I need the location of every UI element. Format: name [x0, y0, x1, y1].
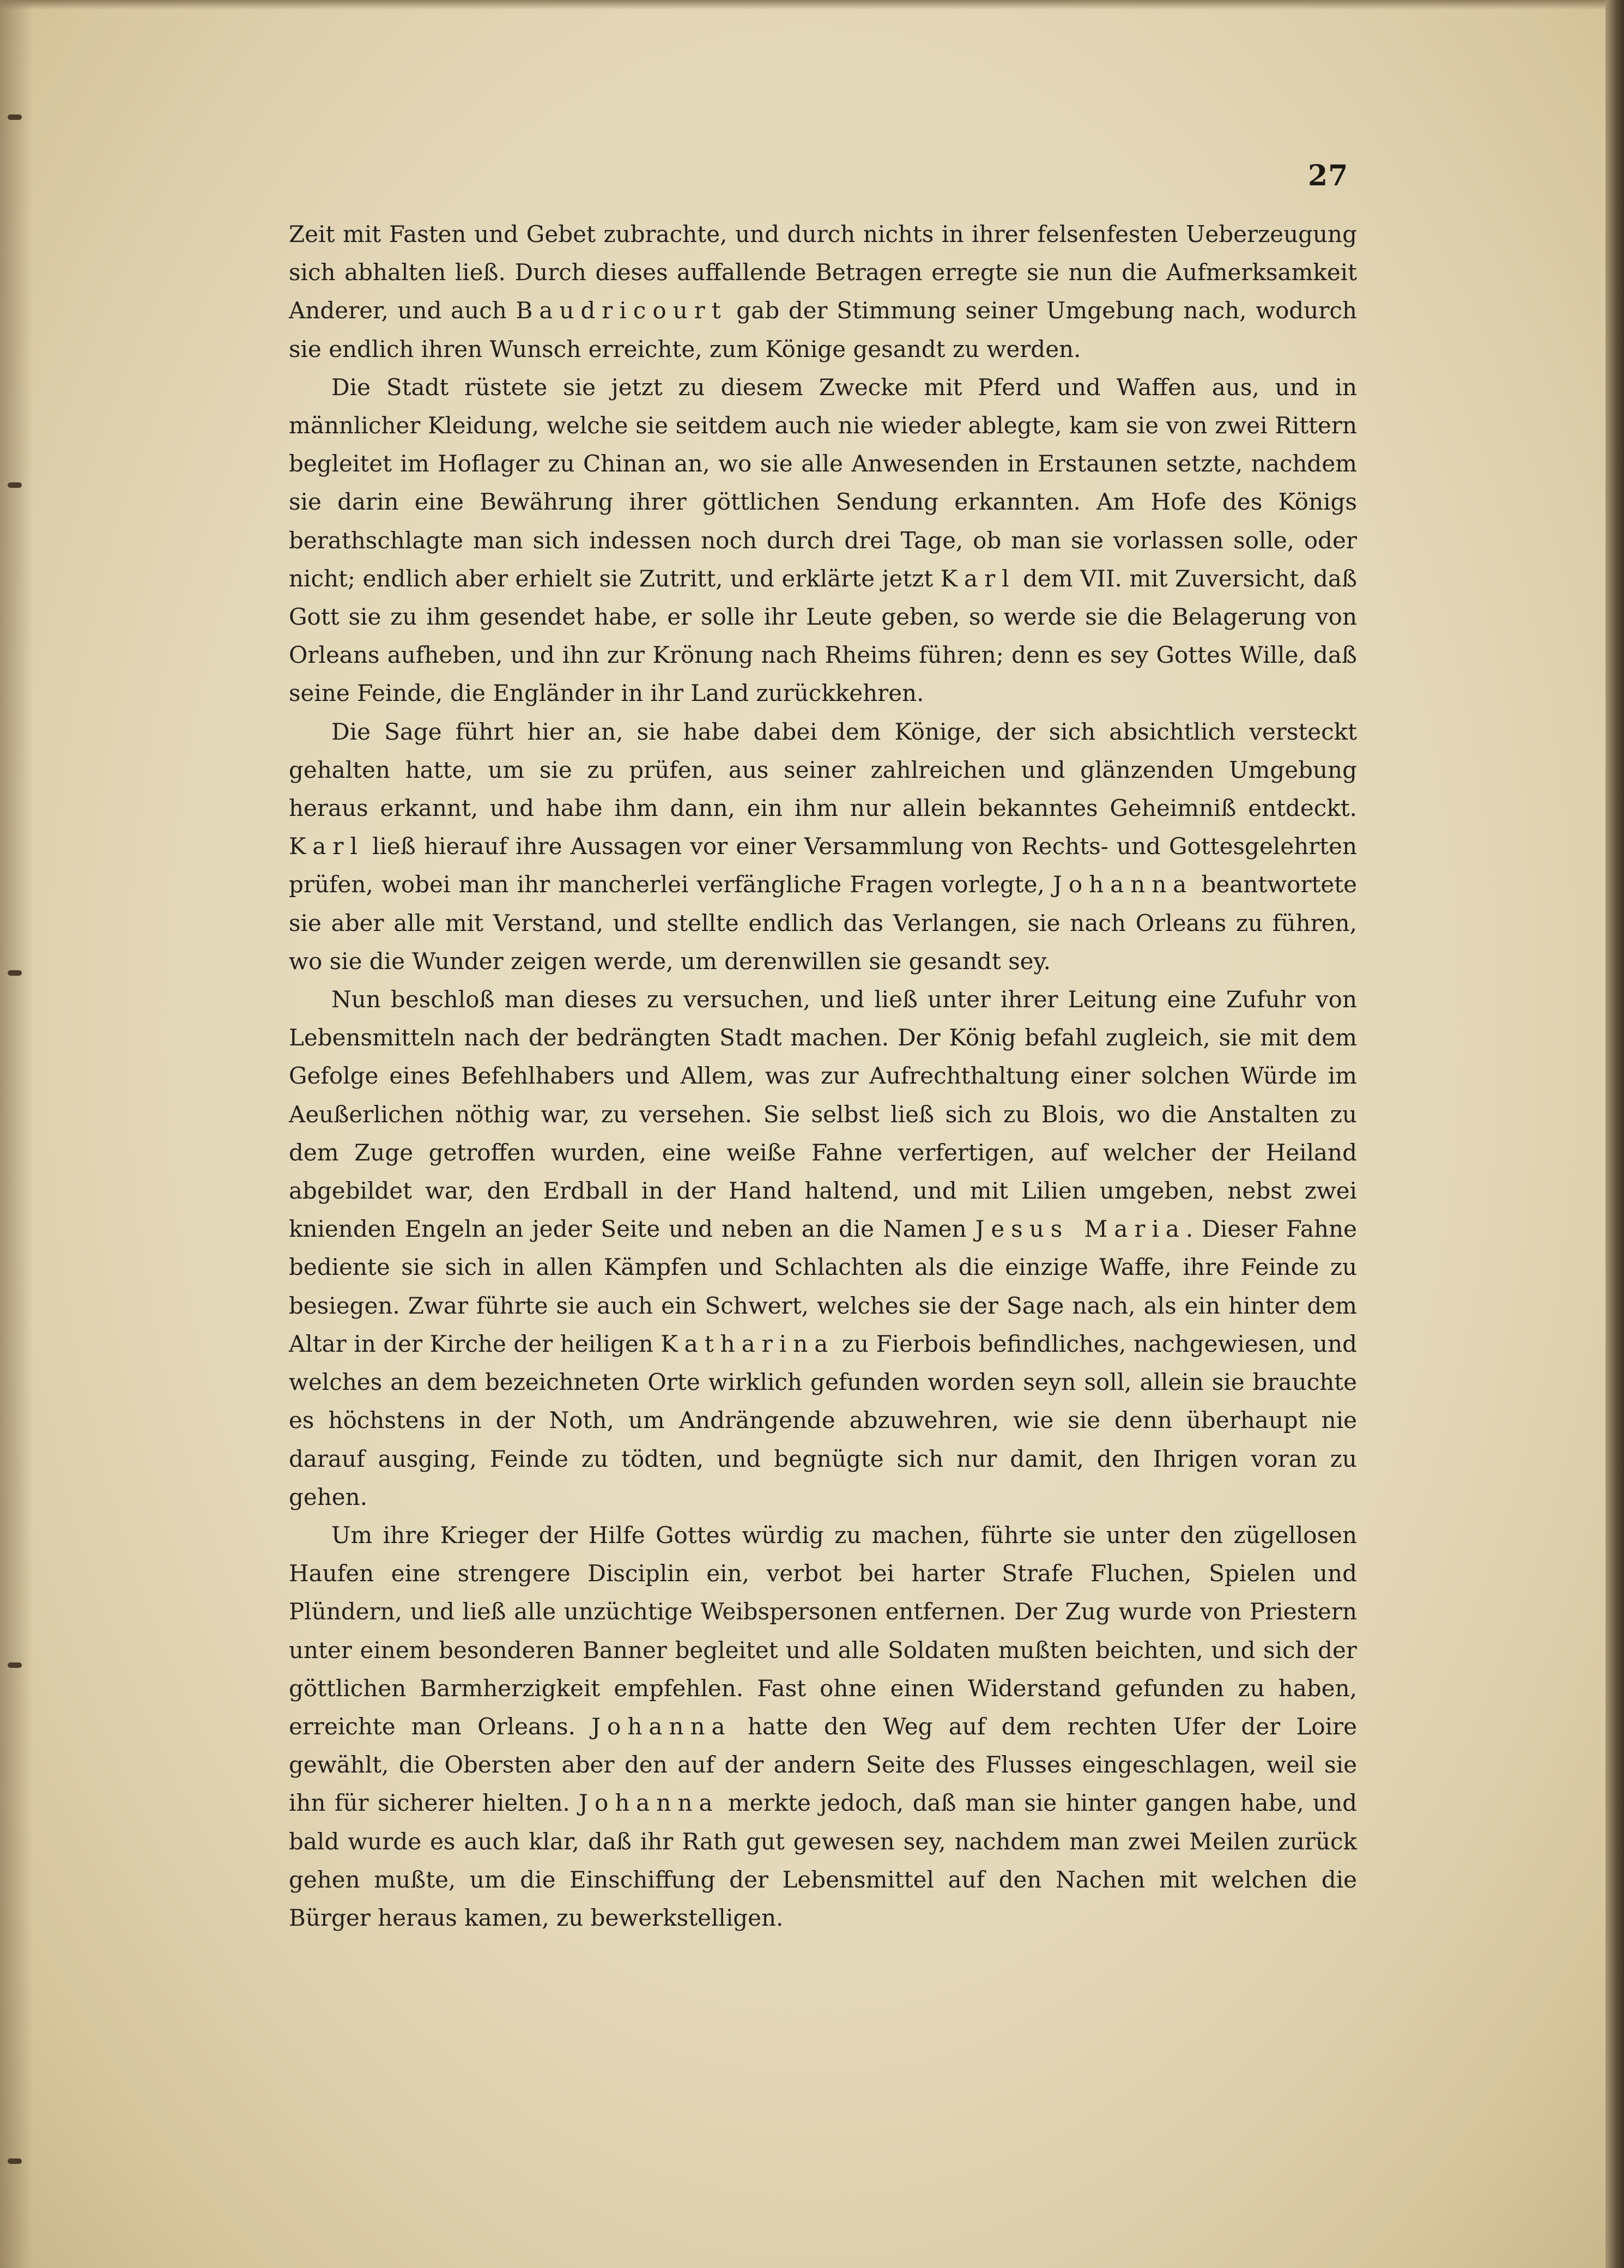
text-run: beantwortete sie aber alle mit Verstand, und stellte endlich das Verlangen, sie nach Orleans zu führen, wo sie die Wunder zeigen werde, um derenwillen sie gesandt sey. — [289, 871, 1357, 975]
spaced-name: Baudricourt — [516, 297, 728, 324]
page-top-edge — [0, 0, 1624, 10]
binding-stitch — [8, 114, 22, 120]
spaced-name: Johanna — [579, 1789, 719, 1817]
text-run: Nun beschloß man dieses zu versuchen, und ließ unter ihrer Leitung eine Zufuhr von Lebensmitteln nach der bedrängten Stadt machen. Der König befahl zugleich, sie mit dem Gefolge eines Befehlhabers und Allem, was zur Aufrechthaltung einer solchen Würde im Aeußerlichen nöthig war, zu versehen. Sie selbst ließ sich zu Blois, wo die Anstalten zu dem Zuge getroffen wurden, eine weiße Fahne verfertigen, auf welcher der Heiland abgebildet war, den Erdball in der Hand haltend, und mit Lilien umgeben, nebst zwei knienden Engeln an jeder Seite und neben an die Namen — [289, 986, 1357, 1243]
spaced-name: Karl — [289, 833, 364, 860]
binding-stitch — [8, 970, 22, 976]
text-run: ließ hierauf ihre Aussagen vor einer Versammlung von Rechts- und Gottesgelehrten prüfen, wobei man ihr mancherlei verfängliche Fragen vorlegte, — [289, 833, 1357, 898]
text-run: zu Fierbois befindliches, nachgewiesen, und welches an dem bezeichneten Orte wirklich gefunden worden seyn soll, allein sie brauchte es höchstens in der Noth, um Andrängende abzuwehren, wie sie denn überhaupt nie darauf ausging, Feinde zu tödten, und begnügte sich nur damit, den Ihrigen voran zu gehen. — [289, 1330, 1358, 1510]
body-text — [289, 215, 1357, 1937]
spaced-name: Jesus Maria — [975, 1215, 1186, 1243]
binding-gutter-shadow — [0, 0, 33, 2268]
spaced-name: Katharina — [660, 1330, 835, 1357]
text-run: hatte den Weg auf dem rechten Ufer der Loire gewählt, die Obersten aber den auf der andern Seite des Flusses eingeschlagen, weil sie ihn für sicherer hielten. — [289, 1713, 1357, 1817]
spaced-name: Johanna — [1052, 871, 1193, 898]
text-run: Um ihre Krieger der Hilfe Gottes würdig zu machen, führte sie unter den zügellosen Haufen eine strengere Disciplin ein, verbot bei harter Strafe Fluchen, Spielen und Plündern, und ließ alle unzüchtige Weibspersonen entfernen. Der Zug wurde von Priestern unter einem besonderen Banner begleitet und alle Soldaten mußten beichten, und sich der göttlichen Barmherzigkeit empfehlen. Fast ohne einen Widerstand gefunden zu haben, erreichte man Orleans. — [289, 1521, 1357, 1740]
page-right-edge — [1605, 0, 1624, 2268]
text-run: gab der Stimmung seiner Umgebung nach, wodurch sie endlich ihren Wunsch erreichte, zum Könige gesandt zu werden. — [289, 297, 1357, 362]
text-run: merkte jedoch, daß man sie hinter gangen habe, und bald wurde es auch klar, daß ihr Rath gut gewesen sey, nachdem man zwei Meilen zurück gehen mußte, um die Einschiffung der Lebensmittel auf den Nachen mit welchen die Bürger heraus kamen, zu bewerkstelligen. — [289, 1789, 1357, 1931]
text-run: Die Stadt rüstete sie jetzt zu diesem Zwecke mit Pferd und Waffen aus, und in männlicher Kleidung, welche sie seitdem auch nie wieder ablegte, kam sie von zwei Rittern begleitet im Hoflager zu Chinan an, wo sie alle Anwesenden in Erstaunen setzte, nachdem sie darin eine Bewährung ihrer göttlichen Sendung erkannten. Am Hofe des Königs berathschlagte man sich indessen noch durch drei Tage, ob man sie vorlassen solle, oder nicht; endlich aber erhielt sie Zutritt, und erklärte jetzt — [289, 373, 1357, 592]
paragraph — [289, 981, 1357, 1516]
text-run: dem VII. mit Zuversicht, daß Gott sie zu ihm gesendet habe, er solle ihr Leute geben, so werde sie die Belagerung von Orleans aufheben, und ihn zur Krönung nach Rheims führen; denn es sey Gottes Wille, daß seine Feinde, die Engländer in ihr Land zurückkehren. — [289, 565, 1357, 707]
binding-stitch — [8, 1662, 22, 1668]
spaced-name: Johanna — [591, 1713, 732, 1740]
binding-stitch — [8, 2158, 22, 2164]
paragraph — [289, 1516, 1357, 1937]
text-run: . Dieser Fahne bediente sie sich in allen Kämpfen und Schlachten als die einzige Waffe, ihre Feinde zu besiegen. Zwar führte sie auch ein Schwert, welches sie der Sage nach, als ein hinter dem Altar in der Kirche der heiligen — [289, 1215, 1357, 1357]
binding-stitch — [8, 482, 22, 488]
paragraph — [289, 713, 1357, 981]
text-run: Zeit mit Fasten und Gebet zubrachte, und durch nichts in ihrer felsenfesten Ueberzeugung sich abhalten ließ. Durch dieses auffallende Betragen erregte sie nun die Aufmerksamkeit Anderer, und auch — [289, 221, 1357, 324]
page-number: 27 — [1308, 159, 1349, 192]
spaced-name: Karl — [940, 565, 1016, 592]
paragraph — [289, 368, 1357, 713]
text-run: Die Sage führt hier an, sie habe dabei dem Könige, der sich absichtlich versteckt gehalten hatte, um sie zu prüfen, aus seiner zahlreichen und glänzenden Umgebung heraus erkannt, und habe ihm dann, ein ihm nur allein bekanntes Geheimniß entdeckt. — [289, 718, 1357, 822]
paragraph — [289, 215, 1357, 368]
